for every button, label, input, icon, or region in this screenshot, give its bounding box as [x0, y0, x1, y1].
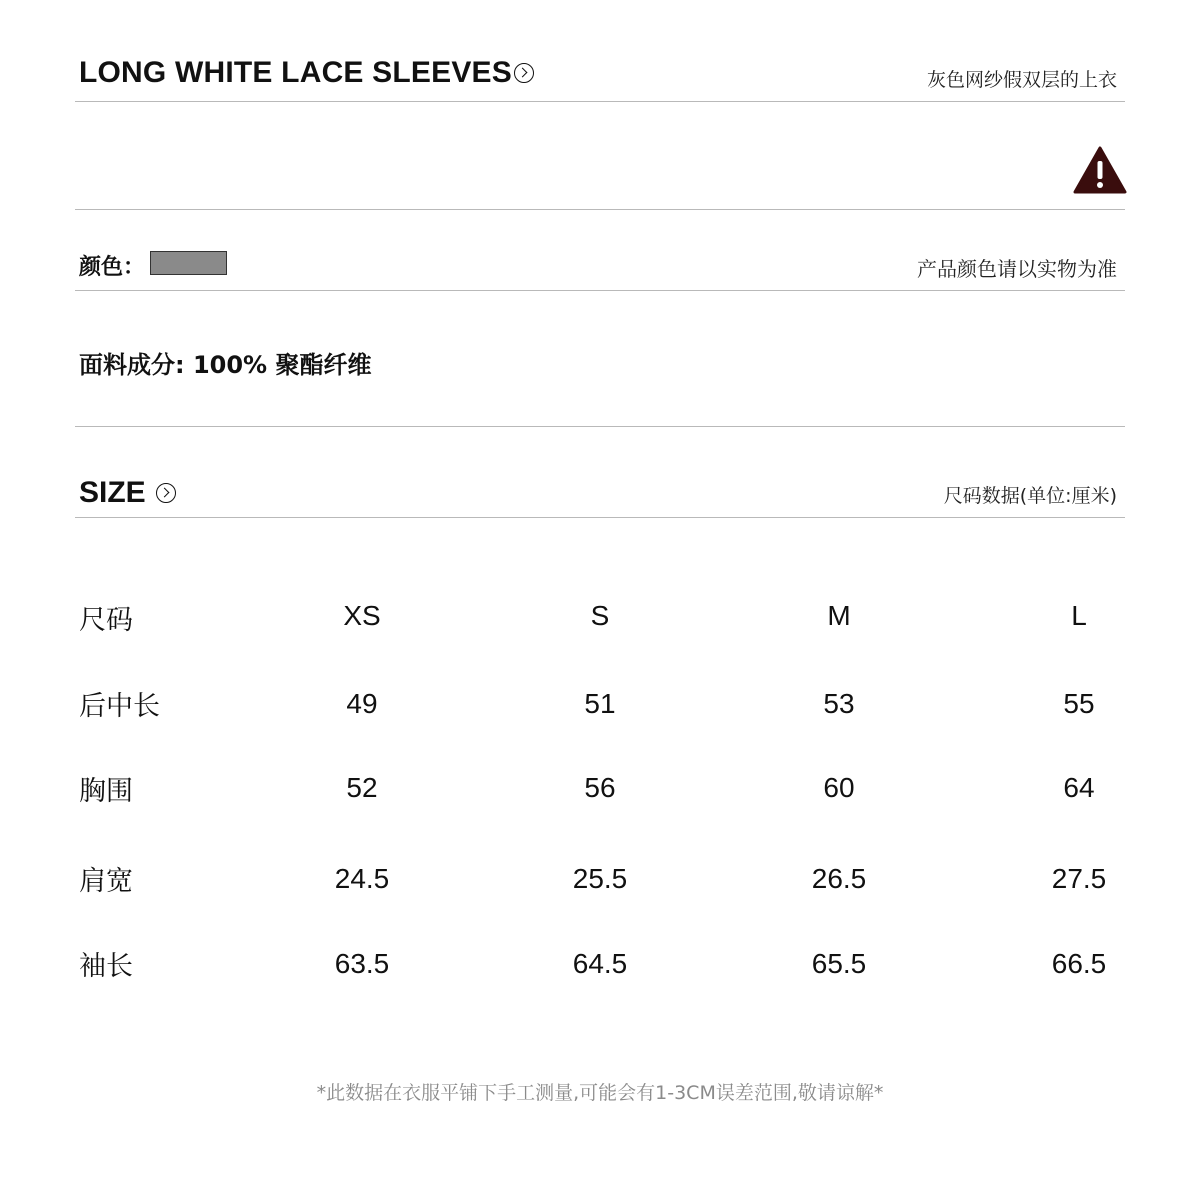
- size-column-header: S: [590, 600, 610, 631]
- divider: [75, 517, 1125, 518]
- table-cell: 64: [1063, 772, 1095, 803]
- divider: [75, 426, 1125, 427]
- product-subtitle: 灰色网纱假双层的上衣: [926, 69, 1117, 91]
- size-section-title: [79, 476, 176, 510]
- warning-triangle-icon: [1073, 146, 1127, 194]
- size-header-label: 尺码: [79, 605, 133, 636]
- size-title-text: SIZE: [79, 476, 146, 509]
- fabric-composition: 面料成分: 100% 聚酯纤维: [79, 351, 372, 379]
- size-column-header: L: [1071, 600, 1087, 631]
- table-row-label: 袖长: [79, 951, 133, 982]
- table-cell: 26.5: [811, 863, 867, 894]
- color-label: 颜色：: [79, 255, 146, 280]
- page-title-text: LONG WHITE LACE SLEEVES: [79, 56, 512, 89]
- measurement-footnote: *此数据在衣服平铺下手工测量,可能会有1-3CM误差范围,敬请谅解*: [316, 1082, 884, 1104]
- table-cell: 49: [346, 688, 378, 719]
- table-cell: 65.5: [811, 948, 867, 979]
- table-cell: 52: [346, 772, 378, 803]
- size-column-header: M: [827, 600, 851, 631]
- divider: [75, 290, 1125, 291]
- chevron-right-circle-icon[interactable]: [514, 63, 534, 83]
- table-cell: 66.5: [1051, 948, 1107, 979]
- page-title: [79, 56, 534, 90]
- table-cell: 56: [584, 772, 616, 803]
- table-cell: 25.5: [572, 863, 628, 894]
- table-cell: 63.5: [334, 948, 390, 979]
- table-cell: 27.5: [1051, 863, 1107, 894]
- divider: [75, 209, 1125, 210]
- table-cell: 24.5: [334, 863, 390, 894]
- table-cell: 51: [584, 688, 616, 719]
- table-cell: 60: [823, 772, 855, 803]
- table-cell: 64.5: [572, 948, 628, 979]
- table-row-label: 后中长: [79, 691, 160, 722]
- table-cell: 55: [1063, 688, 1095, 719]
- table-cell: 53: [823, 688, 855, 719]
- table-row-label: 肩宽: [79, 866, 133, 897]
- color-swatch: [150, 251, 227, 275]
- size-column-header: XS: [343, 600, 381, 631]
- chevron-right-circle-icon[interactable]: [156, 483, 176, 503]
- divider: [75, 101, 1125, 102]
- size-unit-note: 尺码数据(单位:厘米): [943, 485, 1117, 507]
- color-note: 产品颜色请以实物为准: [917, 257, 1117, 281]
- table-row-label: 胸围: [79, 776, 133, 807]
